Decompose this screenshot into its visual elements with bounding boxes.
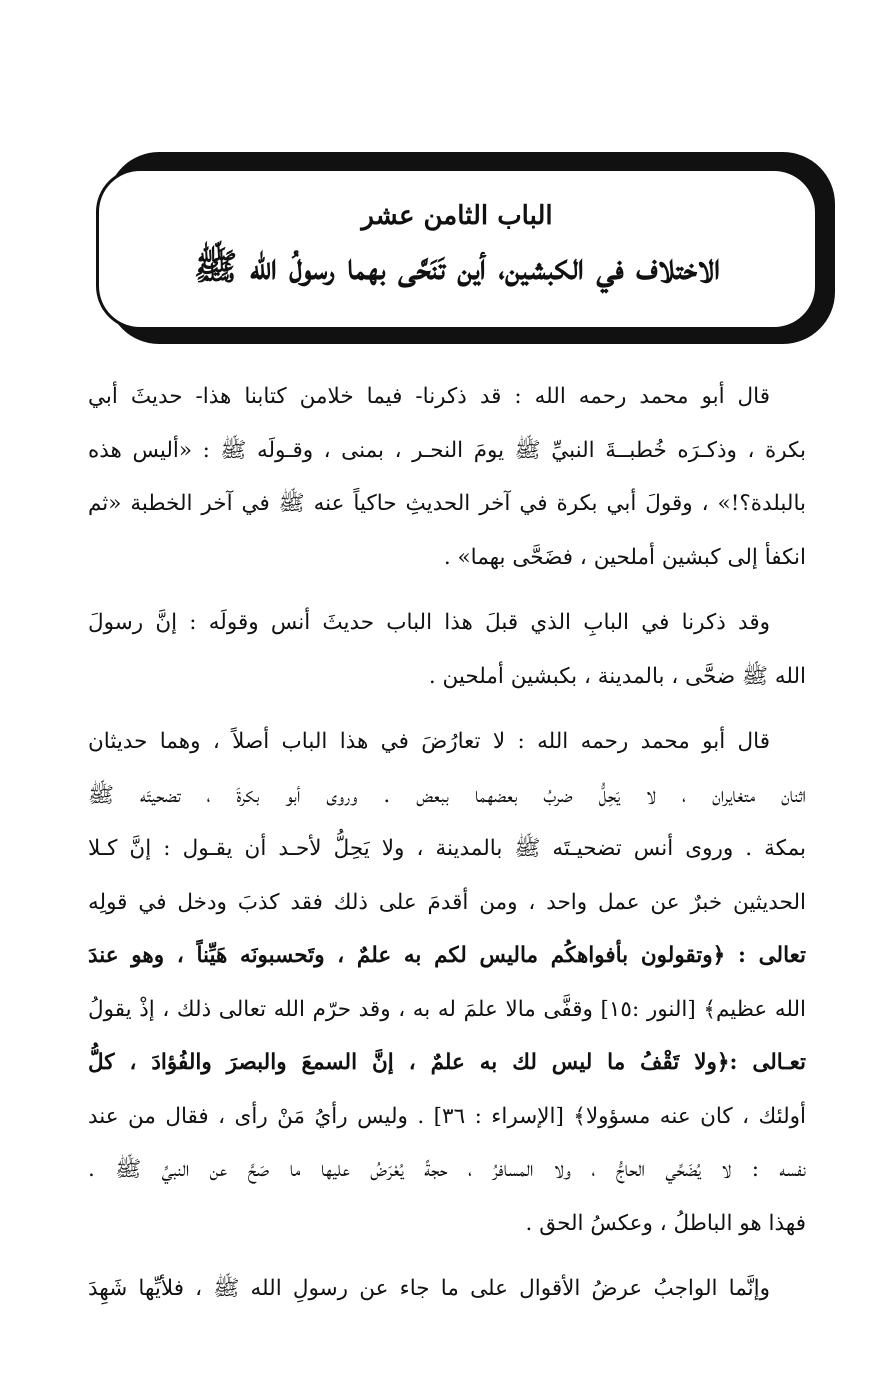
- text-line: الله عظيم﴾ [النور :١٥] وقفَّى مالا علمَ له به ، وقد حرّم الله تعالى ذلك ، إذْ يقولُ: [88, 996, 806, 1022]
- text-line: اثنان متغايران ، لا يَحِلُّ ضربُ بعضهما ببعض . وروى أبو بكرةَ ، تضحيتَه ﷺ: [88, 782, 806, 808]
- text-line: قال أبو محمد رحمه الله : قد ذكرنا- فيما خلامن كتابنا هذا- حديثَ أبي: [88, 384, 770, 409]
- text-line: الحديثين خبرٌ عن عمل واحد ، ومن أقدمَ على ذلك فقد كذبَ ودخل في قولِه: [88, 889, 806, 915]
- paragraph-1: [88, 370, 806, 584]
- body-text: [88, 370, 806, 1316]
- text-line: نفسه : لا يُضَحِّي الحاجُّ ، ولا المسافرُ ، حجةً يُعْرَضُ عليها ما صَحَّ عن النبيِّ ﷺ .: [88, 1157, 806, 1182]
- paragraph-2: [88, 596, 806, 703]
- text-line: انكفأ إلى كبشين أملحين ، فضَحَّى بهما» .: [443, 544, 806, 570]
- text-line: وقد ذكرنا في البابِ الذي قبلَ هذا الباب حديثَ أنس وقولَه : إنَّ رسولَ: [88, 610, 770, 635]
- chapter-title: الاختلاف في الكبشين، أين تَنَحَّى بهما رسولُ الله ﷺ: [193, 246, 721, 288]
- text-line: الله ﷺ ضحَّى ، بالمدينة ، بكبشين أملحين .: [428, 663, 806, 689]
- text-line: بمكة . وروى أنس تضحيـتَه ﷺ بالمدينة ، ولا يَحِلُّ لأحـد أن يقـول : إنَّ كـلا: [88, 836, 806, 861]
- text-line: فهذا هو الباطلُ ، وعكسُ الحق .: [525, 1210, 806, 1236]
- chapter-header-box: [96, 168, 818, 330]
- text-line: قال أبو محمد رحمه الله : لا تعارُضَ في هذا الباب أصلاً ، وهما حديثان: [88, 729, 770, 754]
- text-line: تعالى : ﴿وتقولون بأفواهكُم ماليس لكم به علمٌ ، وتَحسبونَه هَيِّناً ، وهو عندَ: [88, 943, 806, 968]
- text-line: بالبلدة؟!» ، وقولَ أبي بكرة في آخر الحديثِ حاكياً عنه ﷺ في آخر الخطبة «ثم: [88, 491, 806, 516]
- text-line: بكرة ، وذكـرَه خُطبــةَ النبيِّ ﷺ يومَ النحـر ، بمنى ، وقـولَه ﷺ : «أليس هذه: [88, 437, 806, 463]
- text-line: أولئك ، كان عنه مسؤولا﴾ [الإسراء : ٣٦] . وليس رأيُ مَنْ رأى ، فقال من عند: [88, 1103, 806, 1129]
- paragraph-4: [88, 1262, 806, 1316]
- paragraph-3: [88, 715, 806, 1250]
- chapter-label: الباب الثامن عشر: [361, 201, 553, 231]
- text-line: وإنَّما الواجبُ عرضُ الأقوال على ما جاء عن رسولِ الله ﷺ ، فلأيِّها شَهِدَ: [88, 1276, 770, 1301]
- text-line: تعـالى :﴿ولا تَقْفُ ما ليس لك به علمٌ ، إنَّ السمعَ والبصرَ والفُؤادَ ، كلُّ: [88, 1050, 806, 1075]
